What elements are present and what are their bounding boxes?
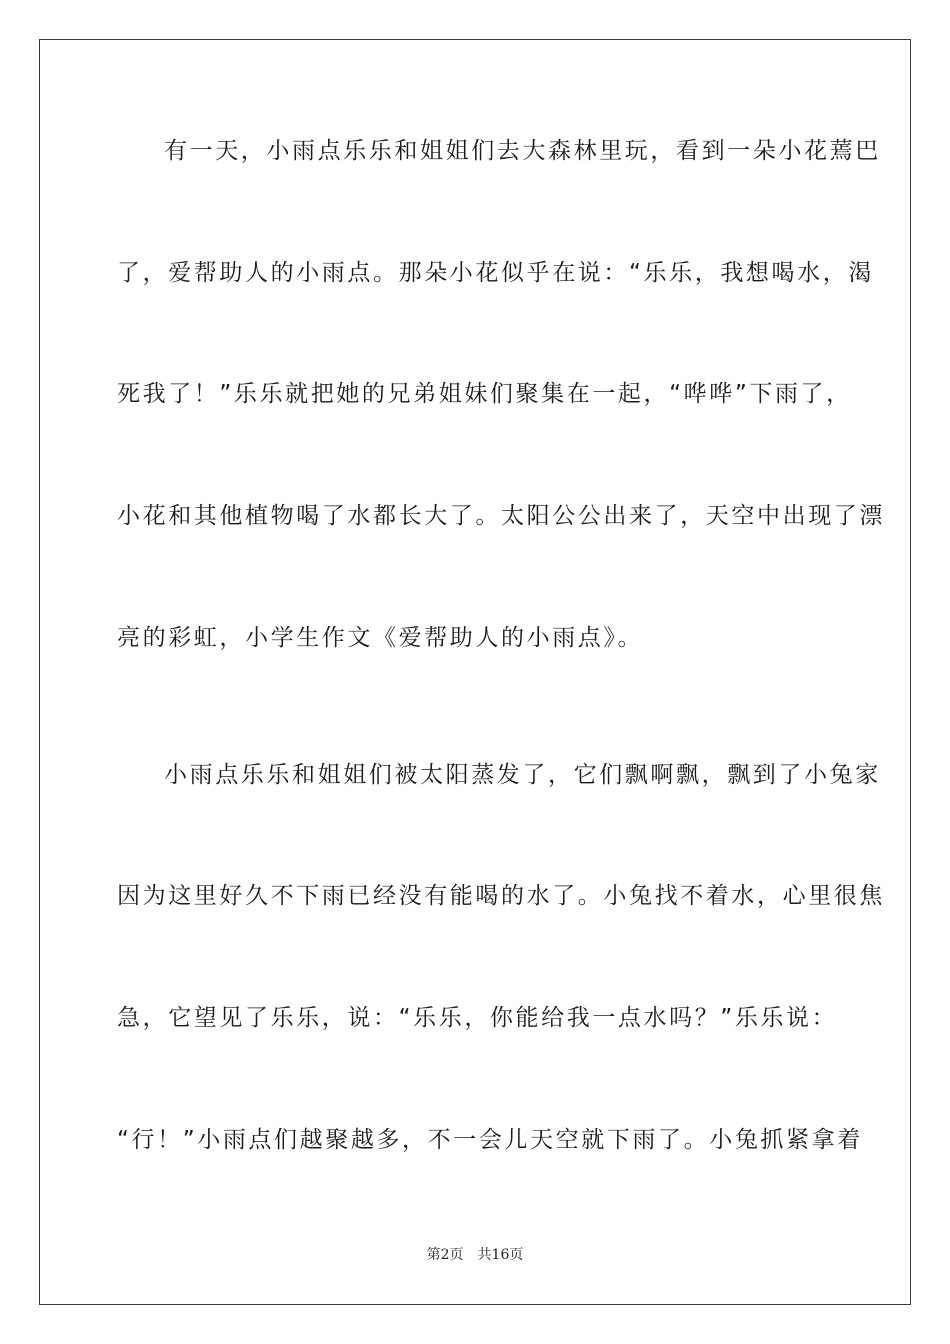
page-number-footer: 第2页 共16页 [426,1247,524,1263]
paragraph-1-line-1: 有一天，小雨点乐乐和姐姐们去大森林里玩，看到一朵小花蔫巴 [164,138,881,164]
paragraph-1-line-4: 小花和其他植物喝了水都长大了。太阳公公出来了，天空中出现了漂 [117,503,885,529]
paragraph-2-line-1: 小雨点乐乐和姐姐们被太阳蒸发了，它们飘啊飘，飘到了小兔家 [164,762,881,788]
paragraph-2-line-2: 因为这里好久不下雨已经没有能喝的水了。小兔找不着水，心里很焦 [117,883,885,909]
paragraph-1-line-3: 死我了！”乐乐就把她的兄弟姐妹们聚集在一起，“哗哗”下雨了， [117,381,852,407]
paragraph-2-line-4: “行！”小雨点们越聚越多，不一会儿天空就下雨了。小兔抓紧拿着 [117,1127,863,1153]
paragraph-1-line-5: 亮的彩虹，小学生作文《爱帮助人的小雨点》。 [117,625,644,651]
paragraph-1-line-2: 了，爱帮助人的小雨点。那朵小花似乎在说：“乐乐，我想喝水，渴 [117,260,874,286]
page-border [39,39,911,1305]
paragraph-2-line-3: 急，它望见了乐乐，说：“乐乐，你能给我一点水吗？”乐乐说： [117,1005,838,1031]
